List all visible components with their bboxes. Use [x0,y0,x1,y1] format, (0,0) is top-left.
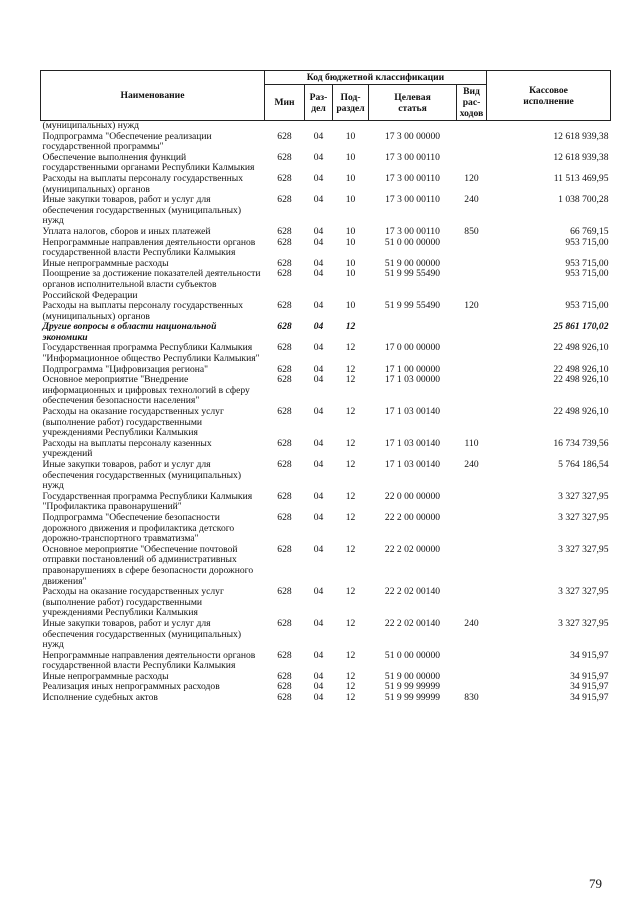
row-razdel: 04 [313,543,324,555]
budget-page [40,70,610,704]
table-row [41,587,611,619]
row-amount: 22 498 926,10 [553,406,609,418]
row-razdel: 04 [313,437,324,449]
row-min: 628 [277,490,292,502]
row-podrazdel: 12 [345,543,356,555]
row-celevaya: 51 9 99 55490 [384,300,441,312]
row-vid [457,322,487,343]
row-celevaya: 51 9 99 55490 [384,268,441,280]
row-celevaya: 22 0 00 00000 [384,490,441,502]
row-amount: 25 861 170,02 [553,321,609,333]
row-name: Иные закупки товаров, работ и услуг для обеспечения государственных (муниципальных) нужд [42,194,242,227]
row-vid [457,492,487,513]
row-vid [457,153,487,174]
row-podrazdel: 12 [345,670,356,682]
row-podrazdel: 12 [345,490,356,502]
row-razdel: 04 [313,363,324,375]
row-amount: 34 915,97 [570,649,609,661]
row-name: Поощрение за достижение показателей деятельности органов исполнительной власти субъектов Российской Федерации [42,268,261,301]
row-vid [457,121,487,132]
row-celevaya: 17 3 00 00110 [385,172,440,184]
row-celevaya: 17 3 00 00110 [385,225,440,237]
row-name: Расходы на оказание государственных услуг (выполнение работ) государственными учреждениями Республики Калмыкия [42,586,224,619]
row-razdel: 04 [313,194,324,206]
row-min: 628 [277,681,292,693]
row-podrazdel: 10 [345,300,356,312]
row-amount: 953 715,00 [565,268,609,280]
row-name: Основное мероприятие "Обеспечение почтовой отправки постановлений об административных правонарушениях в сфере безопасности дорожного движения" [42,543,254,587]
row-min: 628 [277,236,292,248]
row-name: Государственная программа Республики Калмыкия "Информационное общество Республики Калмыкия" [42,342,260,365]
row-podrazdel: 10 [345,268,356,280]
header-vid-line2: рас- [462,97,481,108]
header-vid-line3: ходов [459,108,484,119]
row-razdel: 04 [313,617,324,629]
row-amount: 3 327 327,95 [558,511,609,523]
row-vid [457,375,487,407]
row-podrazdel: 12 [345,374,356,386]
row-amount: 34 915,97 [570,670,609,682]
row-name: Расходы на выплаты персоналу государственных (муниципальных) органов [42,172,244,195]
row-amount: 953 715,00 [565,300,609,312]
row-vid: 240 [464,194,479,206]
row-min: 628 [277,586,292,598]
row-vid: 240 [464,459,479,470]
row-amount: 5 764 186,54 [558,459,609,470]
row-min: 628 [277,257,292,269]
row-amount: 953 715,00 [565,236,609,248]
row-vid [457,238,487,259]
row-celevaya: 51 0 00 00000 [384,236,441,248]
table-row [41,121,611,132]
table-row [41,343,611,364]
row-celevaya: 22 2 02 00000 [384,543,441,555]
row-celevaya: 51 9 00 00000 [384,257,441,269]
table-row [41,460,611,492]
header-podrazdel-line2: раздел [336,102,365,114]
row-razdel: 04 [313,151,324,163]
row-amount: 22 498 926,10 [553,342,609,354]
row-podrazdel: 12 [345,586,356,598]
table-row [41,174,611,195]
header-name: Наименование [41,71,265,121]
row-celevaya [369,121,457,132]
row-vid [457,132,487,153]
row-podrazdel: 12 [345,649,356,661]
row-razdel: 04 [313,406,324,418]
header-razdel [305,85,333,121]
row-amount: 66 769,15 [570,225,609,237]
row-name: Подпрограмма "Цифровизация региона" [42,363,209,375]
row-celevaya: 22 2 02 00140 [384,617,441,629]
row-celevaya [369,322,457,343]
table-row [41,322,611,343]
table-row [41,132,611,153]
row-amount: 11 513 469,95 [553,172,609,184]
row-razdel: 04 [313,459,324,470]
row-amount: 1 038 700,28 [558,194,609,206]
row-min: 628 [277,268,292,280]
row-podrazdel: 10 [345,257,356,269]
row-name: Обеспечение выполнения функций государственными органами Республики Калмыкия [42,151,255,174]
table-row [41,407,611,439]
row-podrazdel [333,121,369,132]
row-razdel: 04 [313,692,324,704]
row-amount: 3 327 327,95 [558,490,609,502]
row-name: Расходы на оказание государственных услуг (выполнение работ) государственными учреждениями Республики Калмыкия [42,406,224,439]
row-podrazdel: 12 [345,406,356,418]
row-razdel: 04 [313,268,324,280]
table-row [41,375,611,407]
table-row [41,227,611,238]
row-celevaya: 51 0 00 00000 [384,649,441,661]
row-celevaya: 22 2 00 00000 [384,511,441,523]
row-podrazdel: 12 [345,692,356,704]
header-podrazdel [333,85,369,121]
row-podrazdel: 10 [345,225,356,237]
row-celevaya: 17 3 00 00000 [384,130,441,142]
table-row [41,301,611,322]
table-row [41,195,611,227]
row-amount: 22 498 926,10 [553,363,609,375]
row-celevaya: 17 1 03 00140 [384,459,441,470]
row-vid: 830 [464,692,479,704]
row-amount: 34 915,97 [570,681,609,693]
header-kassa-line1: Кассовое [529,84,568,96]
row-name: Подпрограмма "Обеспечение реализации государственной программы" [42,130,212,153]
row-celevaya: 17 1 03 00140 [384,437,441,449]
row-celevaya: 22 2 02 00140 [384,586,441,598]
row-amount: 22 498 926,10 [553,374,609,386]
row-razdel [305,121,333,132]
row-min: 628 [277,649,292,661]
row-amount: 3 327 327,95 [558,617,609,629]
row-min: 628 [277,130,292,142]
row-min: 628 [277,194,292,206]
row-celevaya: 51 9 99 99999 [384,681,441,693]
row-min: 628 [277,363,292,375]
row-razdel: 04 [313,236,324,248]
row-celevaya: 51 9 99 99999 [384,692,441,704]
header-code-group: Код бюджетной классификации [265,71,487,85]
row-amount [487,121,611,132]
header-celevaya-line1: Целевая [394,91,431,103]
row-vid [457,269,487,301]
row-celevaya: 17 3 00 00110 [385,194,440,206]
row-amount: 3 327 327,95 [558,543,609,555]
header-vid [457,85,487,121]
row-razdel: 04 [313,300,324,312]
row-min: 628 [277,300,292,312]
row-name: Иные закупки товаров, работ и услуг для обеспечения государственных (муниципальных) нужд [42,617,242,651]
row-amount: 3 327 327,95 [558,586,609,598]
row-vid [457,672,487,683]
header-razdel-line2: дел [311,102,326,114]
row-name: Иные закупки товаров, работ и услуг для обеспечения государственных (муниципальных) нужд [42,459,242,492]
header-kassa-line2: исполнение [523,95,574,107]
row-podrazdel: 12 [345,437,356,449]
row-vid [457,407,487,439]
row-vid [457,545,487,587]
row-amount: 12 618 939,38 [553,151,609,163]
row-razdel: 04 [313,225,324,237]
row-min [265,121,305,132]
row-min: 628 [277,459,292,470]
header-celevaya-line2: статья [398,102,427,114]
row-amount: 12 618 939,38 [553,130,609,142]
row-min: 628 [277,543,292,555]
row-min: 628 [277,321,292,333]
row-podrazdel: 12 [345,363,356,375]
row-name: Непрограммные направления деятельности органов государственной власти Республики Калмыкия [42,236,256,259]
row-name: Расходы на выплаты персоналу государственных (муниципальных) органов [42,300,244,322]
table-row [41,693,611,704]
row-razdel: 04 [313,257,324,269]
row-amount: 34 915,97 [570,692,609,704]
row-razdel: 04 [313,321,324,333]
table-row [41,492,611,513]
row-name: Непрограммные направления деятельности органов государственной власти Республики Калмыкия [42,649,256,672]
table-row [41,153,611,174]
table-row [41,545,611,587]
row-vid: 120 [464,300,479,312]
row-min: 628 [277,437,292,449]
row-vid: 110 [464,437,479,449]
row-name: Подпрограмма "Обеспечение безопасности дорожного движения и профилактика детского дорожно-транспортного травматизма" [42,511,235,545]
table-body [41,121,611,704]
row-razdel: 04 [313,511,324,523]
header-razdel-line1: Раз- [309,91,328,103]
row-vid [457,343,487,364]
row-name: Основное мероприятие "Внедрение информационных и цифровых технологий в сферу обеспечения безопасности населения" [42,374,250,407]
row-min: 628 [277,374,292,386]
row-podrazdel: 10 [345,172,356,184]
row-vid: 120 [464,172,479,184]
row-name: (муниципальных) нужд [42,120,140,131]
table-row [41,238,611,259]
row-podrazdel: 12 [345,342,356,354]
row-min: 628 [277,172,292,184]
budget-table [40,70,611,704]
row-name: Уплата налогов, сборов и иных платежей [42,225,211,237]
row-min: 628 [277,342,292,354]
row-min: 628 [277,151,292,163]
page-number: 79 [589,876,602,891]
row-podrazdel: 12 [345,459,356,470]
row-min: 628 [277,617,292,629]
row-name: Исполнение судебных актов [42,692,158,704]
row-min: 628 [277,406,292,418]
header-celevaya [369,85,457,121]
row-vid [457,259,487,270]
row-celevaya: 17 1 03 00140 [384,406,441,418]
table-row [41,651,611,672]
header-min: Мин [265,85,305,121]
row-vid [457,513,487,545]
row-razdel: 04 [313,342,324,354]
header-vid-line1: Вид [463,86,480,97]
row-podrazdel: 10 [345,130,356,142]
row-razdel: 04 [313,649,324,661]
row-amount: 953 715,00 [565,257,609,269]
row-vid [457,651,487,672]
row-name: Иные непрограммные расходы [42,670,169,682]
row-name: Государственная программа Республики Калмыкия "Профилактика правонарушений" [42,490,253,513]
row-min: 628 [277,511,292,523]
row-celevaya: 17 1 00 00000 [384,363,441,375]
row-razdel: 04 [313,490,324,502]
row-name: Реализация иных непрограммных расходов [42,681,220,693]
row-vid [457,587,487,619]
row-podrazdel: 10 [345,194,356,206]
row-razdel: 04 [313,130,324,142]
row-razdel: 04 [313,172,324,184]
header-row-top [41,71,611,85]
row-name: Другие вопросы в области национальной экономики [42,321,217,343]
row-celevaya: 17 3 00 00110 [385,151,440,163]
row-celevaya: 51 9 00 00000 [384,670,441,682]
row-min: 628 [277,670,292,682]
row-vid: 850 [464,225,479,237]
row-podrazdel: 12 [345,321,356,333]
row-celevaya: 17 0 00 00000 [384,342,441,354]
row-amount: 16 734 739,56 [553,437,609,449]
row-min: 628 [277,225,292,237]
row-podrazdel: 10 [345,236,356,248]
row-podrazdel: 12 [345,511,356,523]
row-celevaya: 17 1 03 00000 [384,374,441,386]
row-name: Расходы на выплаты персоналу казенных учреждений [42,437,212,460]
row-name: Иные непрограммные расходы [42,257,169,269]
header-podrazdel-line1: Под- [340,91,361,103]
row-vid: 240 [464,617,479,629]
row-razdel: 04 [313,374,324,386]
table-row [41,269,611,301]
table-row [41,439,611,460]
row-razdel: 04 [313,670,324,682]
row-razdel: 04 [313,681,324,693]
table-row [41,619,611,651]
row-min: 628 [277,692,292,704]
header-kassa [487,71,611,121]
table-row [41,513,611,545]
row-podrazdel: 10 [345,151,356,163]
row-podrazdel: 12 [345,617,356,629]
row-podrazdel: 12 [345,681,356,693]
row-razdel: 04 [313,586,324,598]
row-vid [457,365,487,376]
